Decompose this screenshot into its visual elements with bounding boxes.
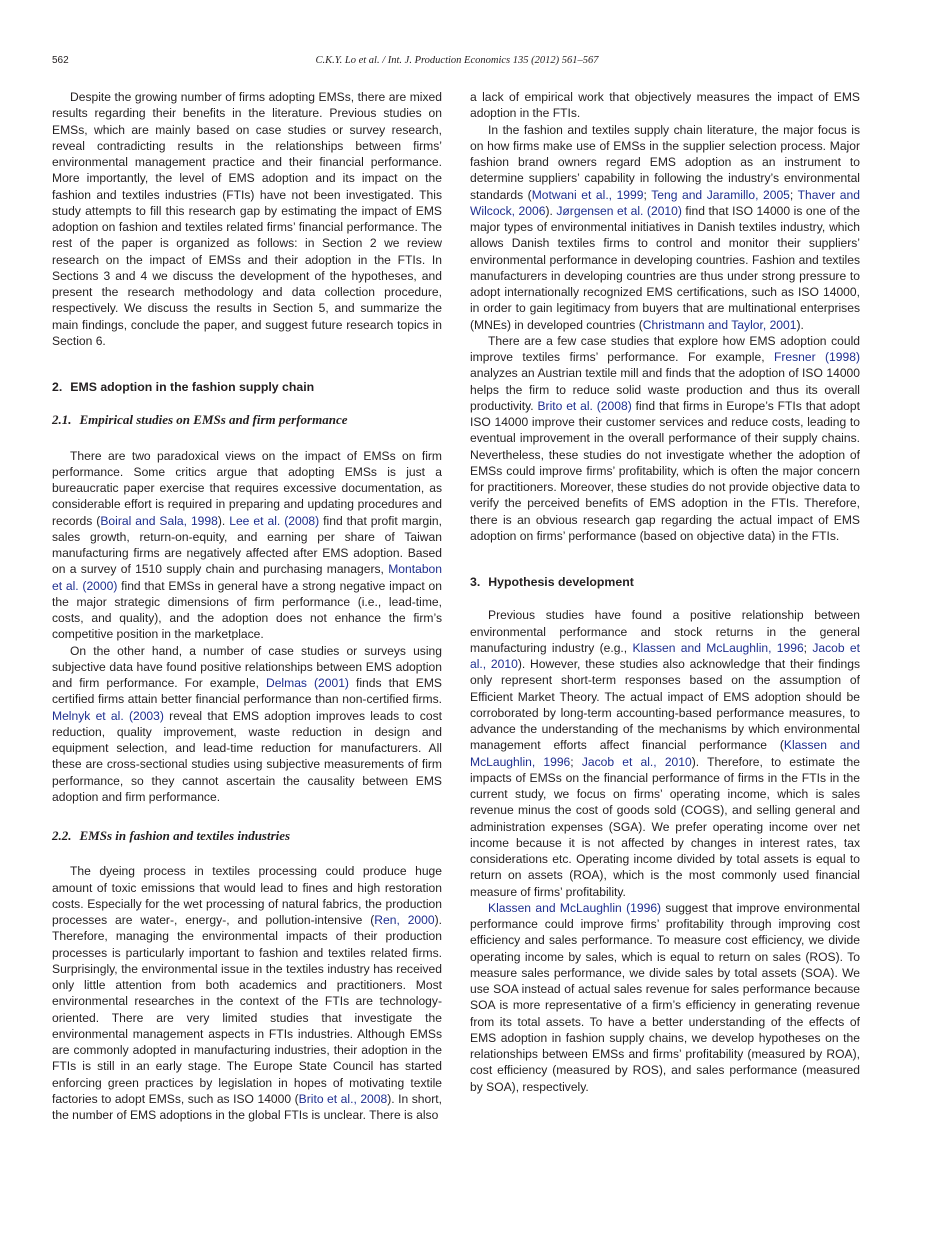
section-2-number: 2. <box>52 380 63 394</box>
citation-link[interactable]: Melnyk et al. (2003) <box>52 708 164 723</box>
section-3-title: Hypothesis development <box>488 575 634 589</box>
section-2-heading <box>52 379 442 395</box>
section-3-number: 3. <box>470 575 481 589</box>
section-3-heading <box>470 574 860 590</box>
section-3-paragraph-2: Klassen and McLaughlin (1996) suggest that improve environmental performance could improve firms’ profitability through improving cost efficiency and sales performance. To measure cost efficiency, we divide operating income by sales, which is equal to return on sales (ROS). To measure sales performance, we divide sales by total assets (SOA). We use SOA instead of actual sales revenue for sales performance because SOA is more representative of a firm’s efficiency in generating revenue from its total assets. To have a better understanding of the effects of EMS adoption in fashion supply chains, we develop hypotheses on the relationships between EMSs and firms’ profitability (measured by ROA), cost efficiency (measured by ROS), and sales performance (measured by SOA), respectively. <box>470 900 860 1094</box>
citation-link[interactable]: Klassen and McLaughlin (1996) <box>488 900 662 915</box>
section-2-2-paragraph-1: The dyeing process in textiles processing could produce huge amount of toxic emissions that would lead to fines and high restoration costs. Especially for the wet processing of natural fabrics, the production processes are water-, energy-, and pollution-intensive (Ren, 2000). Therefore, managing the environmental impacts of their production processes is particularly important to fashion and textiles related firms. Surprisingly, the environmental issue in the textiles industry has received only little attention from both academics and practitioners. Most environmental researches in the context of the FTIs are technology-oriented. There are very limited studies that investigate the environmental management aspects in FTIs industries. Although EMSs are commonly adopted in manufacturing industries, their adoption in the FTIs is still in an early stage. The Europe State Council has started enforcing green practices by legislation in hopes of motivating textile factories to adopt EMSs, such as ISO 14000 (Brito et al., 2008). In short, the number of EMS adoptions in the global FTIs is unclear. There is also <box>52 864 442 1122</box>
section-3-paragraph-1: Previous studies have found a positive relationship between environmental performance and stock returns in the general manufacturing industry (e.g., Klassen and McLaughlin, 1996; Jacob et al., 2010). However, these studies also acknowledge that their findings only represent short-term responses based on the assumption of Efficient Market Theory. The actual impact of EMS adoption should be corroborated by long-term accounting-based performance measures, to advance the understanding of the mechanisms by which environmental management efforts affect financial performance (Klassen and McLaughlin, 1996; Jacob et al., 2010). Therefore, to estimate the impacts of EMSs on the financial performance of firms in the FTIs in the current study, we focus on firms’ operating income, which is sales revenue minus the cost of goods sold (COGS), and selling general and administration expenses (SGA). We prefer operating income over net income because it is not affected by changes in interest rates, tax considerations etc. Operating income divided by total assets is equal to return on assets (ROA), which is the most commonly used financial measure of firms’ profitability. <box>470 608 861 899</box>
citation-link[interactable]: Klassen and McLaughlin, 1996 <box>470 738 860 769</box>
page-number: 562 <box>52 55 69 66</box>
section-2-2-heading <box>52 828 442 844</box>
intro-paragraph: Despite the growing number of firms adopting EMSs, there are mixed results regarding their benefits in the literature. Previous studies on EMSs, which are mainly based on case studies or survey research, reveal contradicting results in the relationships between firms’ environmental management practice and their financial performance. More importantly, the level of EMS adoption and its impact on the fashion and textiles industries (FTIs) have not been investigated. This study attempts to fill this research gap by estimating the impact of EMS adoption on fashion and textiles related firms’ financial performance. The rest of the paper is organized as follows: in Section 2 we review research on the impact of EMSs and their adoption in the FTIs. In Sections 3 and 4 we discuss the development of the hypotheses, and present the research methodology and data collection procedure, respectively. We discuss the results in Section 5, and summarize the main findings, conclude the paper, and suggest future research topics in Section 6. <box>52 90 442 348</box>
section-2-1-title: Empirical studies on EMSs and firm performance <box>79 412 348 428</box>
citation-link[interactable]: Klassen and McLaughlin, 1996 <box>632 640 804 655</box>
citation-link[interactable]: Fresner (1998) <box>773 350 860 364</box>
section-2-1-paragraph-1: There are two paradoxical views on the impact of EMSs on firm performance. Some critics argue that adopting EMSs is just a bureaucratic paper exercise that requires excessive documentation, as considerable effort is required in preparing and updating procedures and records (Boiral and Sala, 1998). Lee et al. (2008) find that profit margin, sales growth, return-on-equity, and earning per share of Taiwan manufacturing firms are negatively affected after EMS adoption. Based on a survey of 1510 supply chain and purchasing managers, Montabon et al. (2000) find that EMSs in general have a strong negative impact on the major strategic dimensions of firm performance (i.e., lead-time, costs, and quality), and the adoption does not enhance the firm’s competitive position in the marketplace. <box>52 448 443 642</box>
section-2-2-title: EMSs in fashion and textiles industries <box>79 828 291 843</box>
section-2-2-number: 2.2. <box>52 828 72 843</box>
continued-paragraph: a lack of empirical work that objectively measures the impact of EMS adoption in the FTIs. <box>470 90 860 121</box>
citation-link[interactable]: Jørgensen et al. (2010) <box>556 203 682 218</box>
section-2-2-paragraph-2: In the fashion and textiles supply chain literature, the major focus is on how firms make use of EMSs in the supplier selection process. Major fashion brand owners regard EMS adoption as an instrument to determine suppliers’ capability in following the industry’s environmental standards (Motwani et al., 1999; Teng and Jaramillo, 2005; Thaver and Wilcock, 2006). Jørgensen et al. (2010) find that ISO 14000 is one of the major types of environmental initiatives in Danish textiles industry, which allows Danish textiles firms to control and monitor their suppliers’ environmental performance in developing countries. Fashion and textiles manufacturers in developing countries are thus under strong pressure to adopt internationally recognized EMS certifications, such as ISO 14000, in order to gain legitimacy from buyers that are multinational enterprises (MNEs) in developed countries (Christmann and Taylor, 2001). <box>470 122 861 332</box>
citation-link[interactable]: Motwani et al., 1999 <box>531 187 644 202</box>
citation-link[interactable]: Brito et al. (2008) <box>537 398 632 413</box>
citation-link[interactable]: Lee et al. (2008) <box>229 513 320 528</box>
section-2-title: EMS adoption in the fashion supply chain <box>70 380 315 394</box>
citation-link[interactable]: Teng and Jaramillo, 2005 <box>651 187 790 202</box>
section-2-2-paragraph-3: There are a few case studies that explore how EMS adoption could improve textiles firms’ performance. For example, Fresner (1998) analyzes an Austrian textile mill and finds that the adoption of ISO 14000 helps the firm to reduce solid waste production and thus its overall productivity. Brito et al. (2008) find that firms in Europe’s FTIs that adopt ISO 14000 improve their customer services and reduce costs, leading to eventual improvement in the overall performance of their supply chains. Nevertheless, these studies do not investigate whether the adoption of EMSs could improve firms’ profitability, which is often the major concern for practitioners. Moreover, these studies do not provide objective data to verify the perceived benefits of EMS adoption in the FTIs. Therefore, there is an obvious research gap regarding the actual impact of EMS adoption on firms’ performance (based on objective data) in the FTIs. <box>470 333 860 543</box>
citation-link[interactable]: Delmas (2001) <box>265 676 349 690</box>
left-column <box>52 89 442 1123</box>
running-head: C.K.Y. Lo et al. / Int. J. Production Economics 135 (2012) 561–567 <box>315 55 599 66</box>
citation-link[interactable]: Christmann and Taylor, 2001 <box>642 317 797 332</box>
citation-link[interactable]: Thaver and Wilcock, 2006 <box>470 187 860 218</box>
citation-link[interactable]: Ren, 2000 <box>374 913 435 927</box>
citation-link[interactable]: Jacob et al., 2010 <box>581 754 692 769</box>
section-2-1-number: 2.1. <box>52 412 72 428</box>
section-2-1-paragraph-2: On the other hand, a number of case studies or surveys using subjective data have found positive relationships between EMS adoption and firm performance. For example, Delmas (2001) finds that EMS certified firms attain better financial performance than non-certified firms. Melnyk et al. (2003) reveal that EMS adoption improves leads to cost reduction, quality improvement, waste reduction in design and equipment selection, and lead-time reduction for manufacturers. All these are cross-sectional studies using subjective measurements of firm performance, so they cannot ascertain the causality between EMS adoption and firm performance. <box>52 643 442 804</box>
page-header <box>52 55 862 71</box>
citation-link[interactable]: Jacob et al., 2010 <box>470 640 861 671</box>
right-column <box>470 89 860 1095</box>
section-2-1-heading <box>52 412 442 428</box>
citation-link[interactable]: Boiral and Sala, 1998 <box>100 513 218 528</box>
citation-link[interactable]: Montabon et al. (2000) <box>52 562 442 593</box>
citation-link[interactable]: Brito et al., 2008 <box>298 1091 388 1106</box>
